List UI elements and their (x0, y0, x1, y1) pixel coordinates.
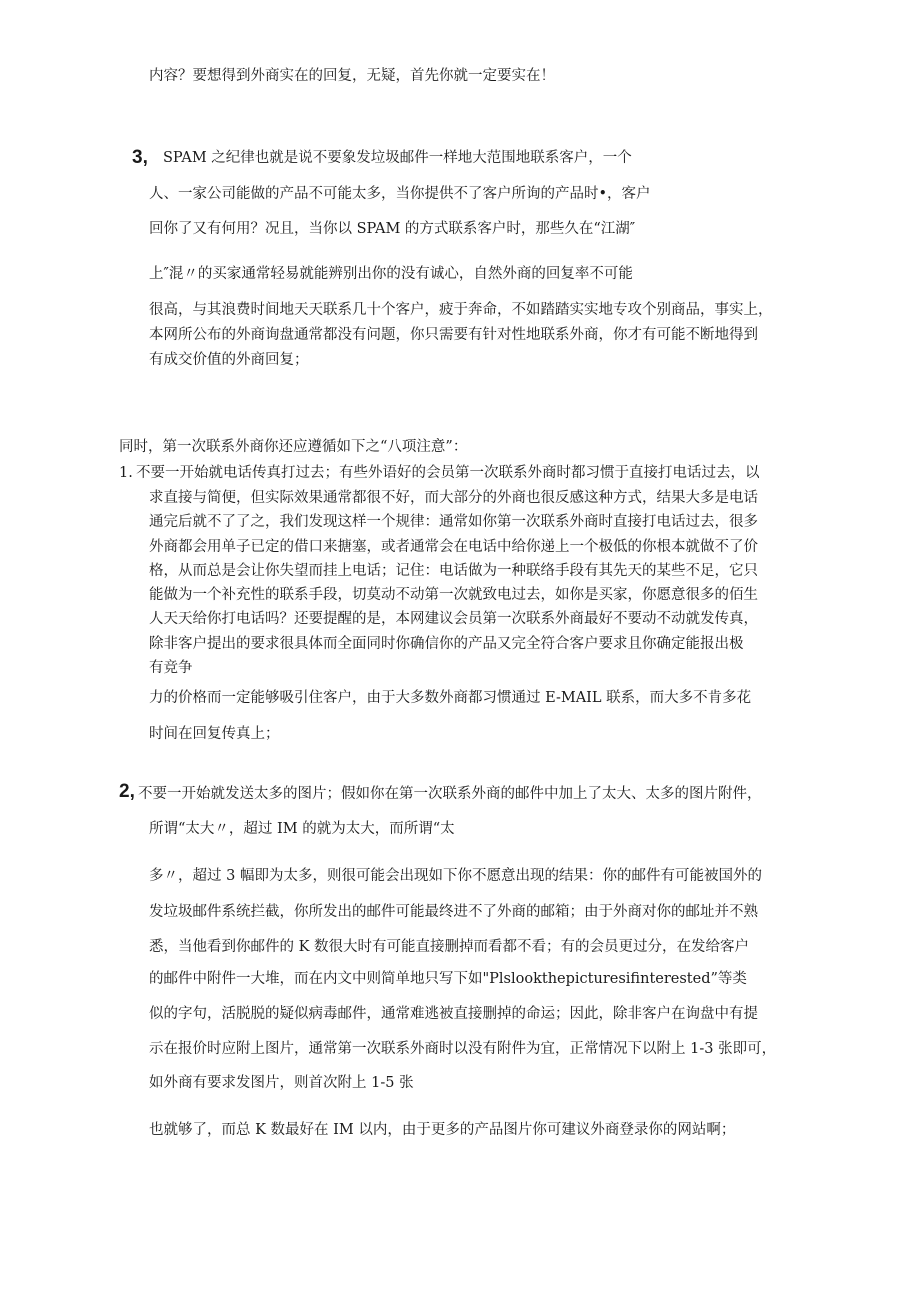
text-line: 示在报价时应附上图片，通常第一次联系外商时以没有附件为宜，正常情况下以附上 1-3 张即可， (149, 1041, 777, 1057)
text-line: 很高，与其浪费时间地天天联系几十个客户，疲于奔命，不如踏踏实实地专攻个别商品，事实上， (149, 302, 773, 318)
text-line: 不要一开始就电话传真打过去；有些外语好的会员第一次联系外商时都习惯于直接打电话过去，以 (136, 465, 760, 481)
text-line: 的邮件中附件一大堆，而在内文中则简单地只写下如"Plslookthepicturesifinterested”等类 (149, 971, 747, 987)
list-number: 1. (119, 465, 133, 481)
text-line: 如外商有要求发图片，则首次附上 1-5 张 (149, 1075, 414, 1091)
text-line: 有竞争 (149, 660, 193, 676)
text-line: 外商都会用单子已定的借口来搪塞，或者通常会在电话中给你递上一个极低的你根本就做不了价 (149, 539, 758, 555)
text-line: 时间在回复传真上； (149, 726, 280, 742)
text-line: 人天天给你打电话吗？还要提醒的是，本网建议会员第一次联系外商最好不要动不动就发传真， (149, 611, 758, 627)
text-line: 多〃，超过 3 幅即为太多，则很可能会出现如下你不愿意出现的结果：你的邮件有可能被国外的 (149, 868, 762, 884)
text-line: 除非客户提出的要求很具体而全面同时你确信你的产品又完全符合客户要求且你确定能报出极 (149, 636, 744, 652)
list-number: 3, (132, 147, 148, 168)
text-line: 所谓“太大〃，超过 IM 的就为太大，而所谓“太 (149, 821, 455, 837)
text-line: 悉，当他看到你邮件的 K 数很大时有可能直接删掉而看都不看；有的会员更过分，在发给客户 (149, 939, 750, 955)
list-number: 2, (119, 781, 135, 802)
text-line: 有成交价值的外商回复； (149, 352, 309, 368)
text-line: 不要一开始就发送太多的图片；假如你在第一次联系外商的邮件中加上了太大、太多的图片附件， (138, 786, 762, 802)
text-line: 上″混〃的买家通常轻易就能辨别出你的没有诚心，自然外商的回复率不可能 (149, 266, 633, 282)
text-line: 人、一家公司能做的产品不可能太多，当你提供不了客户所询的产品时•，客户 (149, 186, 651, 202)
text-line: 回你了又有何用？况且，当你以 SPAM 的方式联系客户时，那些久在“江湖″ (149, 221, 636, 237)
text-line: 力的价格而一定能够吸引住客户，由于大多数外商都习惯通过 E-MAIL 联系，而大多不肯多花 (149, 690, 752, 706)
section-heading: 同时，第一次联系外商你还应遵循如下之“八项注意”： (119, 439, 468, 455)
text-line: 似的字句，活脱脱的疑似病毒邮件，通常难逃被直接删掉的命运；因此，除非客户在询盘中有提 (149, 1006, 758, 1022)
text-line: 格，从而总是会让你失望而挂上电话；记住：电话做为一种联络手段有其先天的某些不足，它只 (149, 563, 758, 579)
text-line: 也就够了，而总 K 数最好在 IM 以内，由于更多的产品图片你可建议外商登录你的网站啊； (149, 1122, 736, 1138)
text-line: 本网所公布的外商询盘通常都没有问题，你只需要有针对性地联系外商，你才有可能不断地得到 (149, 327, 758, 343)
text-line: 发垃圾邮件系统拦截，你所发出的邮件可能最终进不了外商的邮箱；由于外商对你的邮址并不熟 (149, 904, 758, 920)
text-line: 能做为一个补充性的联系手段，切莫动不动第一次就致电过去，如你是买家，你愿意很多的佰生 (149, 587, 758, 603)
text-line: 通完后就不了了之，我们发现这样一个规律：通常如你第一次联系外商时直接打电话过去，很多 (149, 514, 758, 530)
text-line: 求直接与简便，但实际效果通常都很不好，而大部分的外商也很反感这种方式，结果大多是电话 (149, 490, 758, 506)
text-line: 内容？要想得到外商实在的回复，无疑，首先你就一定要实在！ (149, 68, 555, 84)
text-line: SPAM 之纪律也就是说不要象发垃圾邮件一样地大范围地联系客户，一个 (163, 150, 632, 166)
